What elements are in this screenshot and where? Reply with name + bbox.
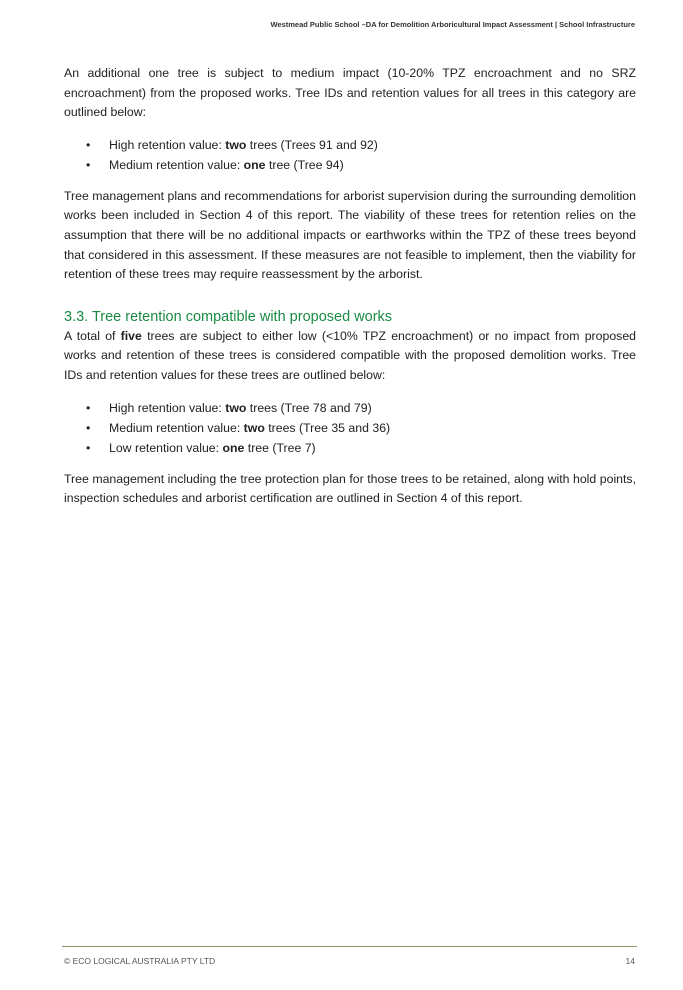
page-header: Westmead Public School –DA for Demolition Arboricultural Impact Assessment | School Infrastructure: [270, 20, 635, 29]
section-paragraph: [64, 327, 636, 386]
list-item-count: two: [243, 420, 265, 435]
footer-divider: [62, 946, 637, 947]
management-paragraph: Tree management plans and recommendations for arborist supervision during the surrounding demolition works been included in Section 4 of this report. The viability of these trees for retention relies on the assumption that there will be no additional impacts or earthworks within the TPZ of these trees beyond that considered in this assessment. If these measures are not feasible to implement, then the viability for retention of these trees may require reassessment by the arborist.: [64, 188, 636, 282]
bullet-icon: •: [86, 137, 91, 152]
retention-list: [64, 398, 636, 458]
intro-paragraph: An additional one tree is subject to medium impact (10-20% TPZ encroachment and no SRZ encroachment) from the proposed works. Tree IDs and retention values for all trees in this category are outlined below:: [64, 66, 636, 120]
list-item-count: one: [243, 157, 266, 172]
list-item: [64, 135, 636, 155]
list-item: [64, 155, 636, 175]
page-number: 14: [625, 956, 635, 966]
list-item-suffix: trees (Trees 91 and 92): [246, 137, 378, 152]
list-item: [64, 438, 636, 458]
footer-copyright: © ECO LOGICAL AUSTRALIA PTY LTD: [64, 956, 216, 966]
list-item-count: two: [225, 400, 247, 415]
list-item-suffix: tree (Tree 7): [244, 440, 316, 455]
section-paragraph-suffix: trees are subject to either low (<10% TPZ encroachment) or no impact from proposed works and retention of these trees is considered compatible with the proposed demolition works. Tree IDs and retention values for these trees are outlined below:: [64, 328, 636, 382]
section-paragraph-count: five: [120, 328, 142, 343]
section-heading: 3.3. Tree retention compatible with proposed works: [64, 308, 393, 325]
list-item-count: one: [222, 440, 245, 455]
section-paragraph-prefix: A total of: [64, 328, 121, 343]
list-item-count: two: [225, 137, 247, 152]
list-item: [64, 418, 636, 438]
list-item-prefix: Low retention value:: [109, 440, 223, 455]
list-item-prefix: High retention value:: [109, 137, 226, 152]
page-content: [64, 64, 636, 521]
list-item-suffix: trees (Tree 78 and 79): [246, 400, 372, 415]
impact-list: [64, 135, 636, 175]
list-item-prefix: Medium retention value:: [109, 420, 244, 435]
bullet-icon: •: [86, 400, 91, 415]
bullet-icon: •: [86, 440, 91, 455]
list-item-prefix: Medium retention value:: [109, 157, 244, 172]
closing-paragraph: Tree management including the tree protection plan for those trees to be retained, along with hold points, inspection schedules and arborist certification are outlined in Section 4 of this report.: [64, 471, 636, 506]
bullet-icon: •: [86, 420, 91, 435]
list-item: [64, 398, 636, 418]
bullet-icon: •: [86, 157, 91, 172]
list-item-suffix: tree (Tree 94): [265, 157, 344, 172]
list-item-prefix: High retention value:: [109, 400, 226, 415]
list-item-suffix: trees (Tree 35 and 36): [264, 420, 391, 435]
